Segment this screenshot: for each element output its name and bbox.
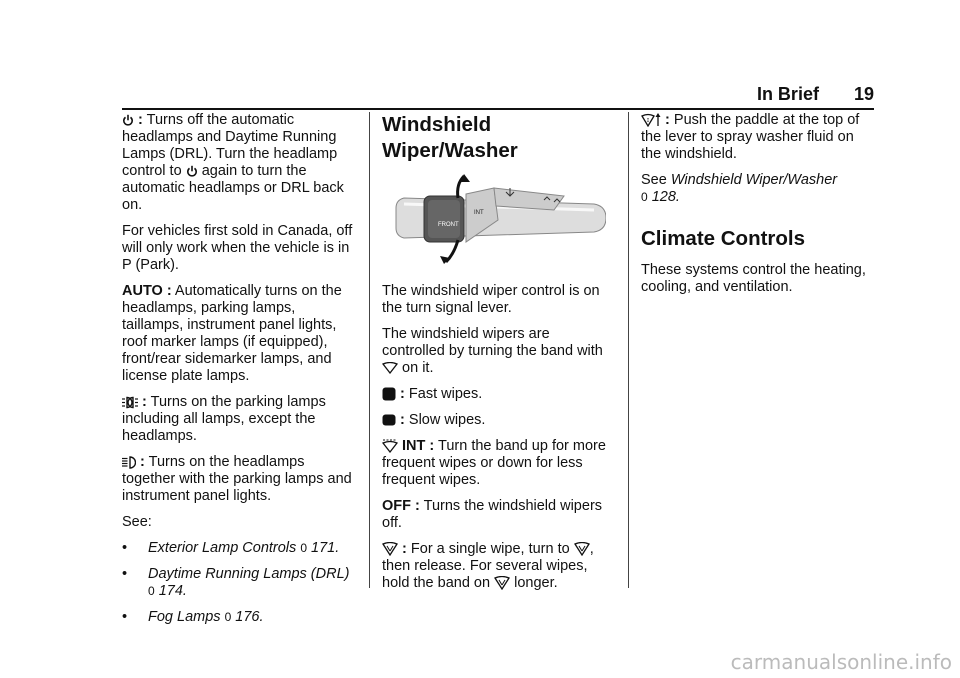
auto-item (122, 283, 354, 385)
wiper-icon (382, 362, 398, 374)
slow-wipe-icon (382, 414, 396, 426)
fast-label: : (400, 386, 405, 402)
int-label: INT (474, 210, 484, 216)
single-text: For a single wipe, turn to (410, 541, 570, 557)
intermittent-wipe-icon (382, 439, 398, 453)
headlamps-item (122, 454, 354, 505)
off-item (122, 112, 354, 214)
column-divider (369, 112, 370, 588)
auto-text: Automatically turns on the headlamps, parking lamps, taillamps, instrument panel lights, roof marker lamps (if equipped), front/rear sidemarker lamps, and license plate lamps. (122, 283, 342, 384)
climate-heading: Climate Controls (641, 227, 806, 250)
section-title: In Brief (756, 84, 819, 104)
parking-label: : (142, 394, 147, 410)
bullet: • (122, 540, 128, 556)
ref-item (122, 540, 354, 557)
wiper-lever-illustration (394, 174, 606, 264)
off-wipers-item (382, 498, 614, 532)
washer-text: Push the paddle at the top of the lever to spray washer fluid on the windshield. (641, 112, 860, 162)
parking-lamp-icon (122, 396, 138, 409)
ref-link[interactable]: Daytime Running Lamps (DRL) (148, 566, 350, 582)
ref-link[interactable]: Fog Lamps (148, 609, 221, 625)
auto-label: AUTO : (122, 283, 172, 299)
intro-2a-text: The windshield wipers are controlled by turning the band with (382, 326, 603, 359)
int-text: Turn the band up for more frequent wipes or down for less frequent wipes. (382, 438, 606, 488)
ref-page[interactable]: 171. (311, 540, 340, 556)
page-number: 19 (853, 84, 874, 104)
climate-text: These systems control the heating, cooling, and ventilation. (641, 262, 866, 295)
slow-text: Slow wipes. (408, 412, 486, 428)
intro-2b-text: on it. (402, 360, 434, 376)
power-off-icon (122, 114, 134, 127)
headlamp-icon (122, 456, 136, 469)
front-label: FRONT (438, 222, 459, 228)
bullet: • (122, 566, 128, 582)
off-wipers-text: Turns the windshield wipers off. (382, 498, 603, 531)
fast-text: Fast wipes. (408, 386, 483, 402)
page-ref-arrow: 0 (148, 584, 155, 598)
fast-wipes-item (382, 386, 614, 403)
column-3 (641, 112, 875, 305)
mist-icon (494, 576, 510, 590)
parking-lamps-item (122, 394, 354, 445)
parking-text: Turns on the parking lamps including all lamps, except the headlamps. (122, 394, 326, 444)
see-label: See: (122, 514, 152, 530)
wiper-intro-2 (382, 326, 614, 377)
washer-see-ref (641, 172, 875, 206)
ref-item (122, 609, 354, 626)
column-divider (628, 112, 629, 588)
off-text: Turns off the automatic headlamps and Daytime Running Lamps (DRL). Turn the headlamp control to (122, 112, 338, 179)
slow-wipes-item (382, 412, 614, 429)
int-wipes-item (382, 438, 614, 489)
page-ref-arrow: 0 (300, 541, 307, 555)
headlamp-text: Turns on the headlamps together with the parking lamps and instrument panel lights. (122, 454, 352, 504)
wiper-heading: Windshield Wiper/Washer (382, 113, 518, 162)
single-text-end: longer. (514, 575, 558, 591)
single-label: : (402, 541, 407, 557)
column-2 (382, 112, 614, 601)
column-1 (122, 112, 354, 635)
ref-item (122, 566, 354, 600)
power-off-icon (186, 165, 198, 178)
fast-wipe-icon (382, 387, 396, 401)
wiper-lever-figure (394, 174, 614, 269)
ref-page[interactable]: 176. (235, 609, 264, 625)
mist-icon (574, 542, 590, 556)
mist-icon (382, 542, 398, 556)
canada-note: For vehicles first sold in Canada, off will only work when the vehicle is in P (Park). (122, 223, 353, 273)
ref-link[interactable]: Exterior Lamp Controls (148, 540, 297, 556)
see-prefix: See (641, 172, 667, 188)
off-label: : (138, 112, 143, 128)
ref-page[interactable]: 174. (158, 583, 187, 599)
washer-label: : (665, 112, 670, 128)
wiper-intro-1: The windshield wiper control is on the turn signal lever. (382, 283, 600, 316)
watermark: carmanualsonline.info (730, 650, 952, 674)
ref-link[interactable]: Windshield Wiper/Washer (670, 172, 838, 188)
headlamp-label: : (140, 454, 145, 470)
header-rule (122, 108, 874, 110)
off-wipers-label: OFF : (382, 498, 420, 514)
washer-item (641, 112, 875, 163)
slow-label: : (400, 412, 405, 428)
single-wipe-item (382, 541, 614, 592)
page-header (757, 84, 874, 105)
ref-page[interactable]: 128. (651, 189, 680, 205)
single-text-after: , then release. For several wipes, hold the band on (382, 541, 594, 591)
washer-fluid-icon (641, 113, 661, 127)
int-label-text: INT : (402, 438, 435, 454)
page-ref-arrow: 0 (641, 190, 648, 204)
page-ref-arrow: 0 (224, 610, 232, 624)
off-text-2: again to turn the automatic headlamps or DRL back on. (122, 163, 344, 213)
bullet: • (122, 609, 128, 625)
